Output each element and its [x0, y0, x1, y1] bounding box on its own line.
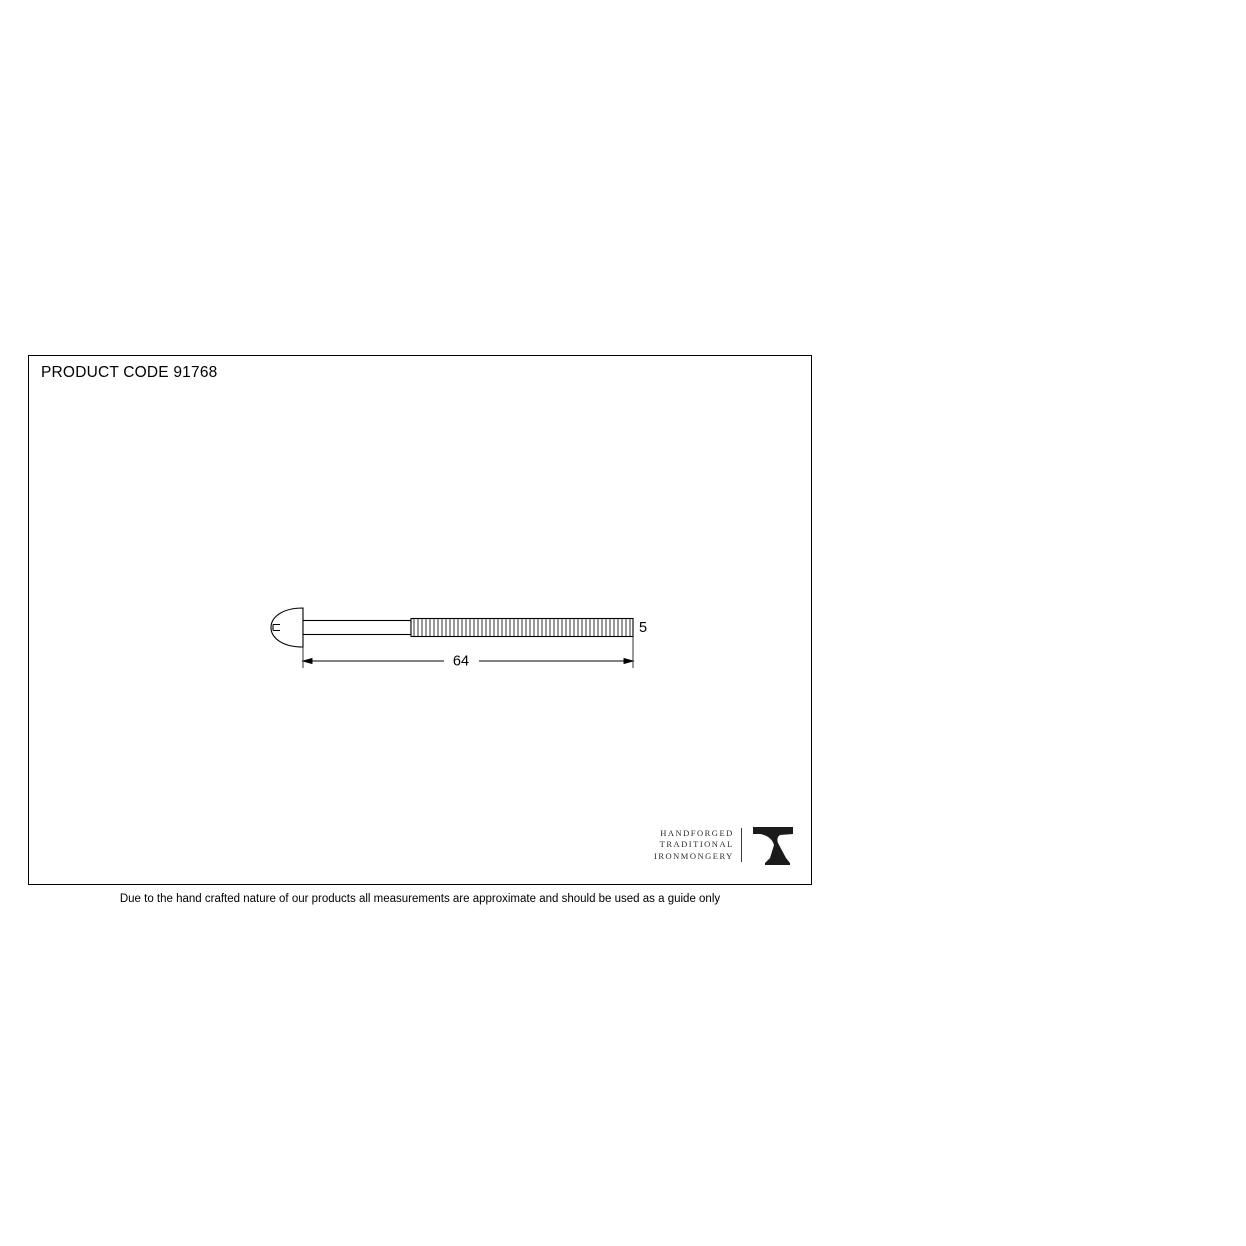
product-code-label: PRODUCT CODE 91768 — [41, 364, 218, 381]
brand-logo-line-2: TRADITIONAL — [659, 839, 734, 850]
brand-logo-line-1: HANDFORGED — [660, 827, 734, 838]
screw-outline — [271, 608, 633, 647]
brand-logo-text — [654, 828, 742, 862]
measurement-disclaimer: Due to the hand crafted nature of our products all measurements are approximate and should be used as a guide only — [119, 893, 721, 905]
screw-technical-drawing — [249, 596, 669, 706]
brand-logo — [654, 821, 796, 869]
brand-logo-line-3: IRONMONGERY — [654, 850, 734, 861]
anvil-logo-mark — [742, 823, 796, 867]
length-dimension-label: 64 — [452, 653, 470, 670]
diameter-dimension-label: 5 — [639, 620, 648, 636]
technical-drawing-frame — [28, 355, 812, 885]
